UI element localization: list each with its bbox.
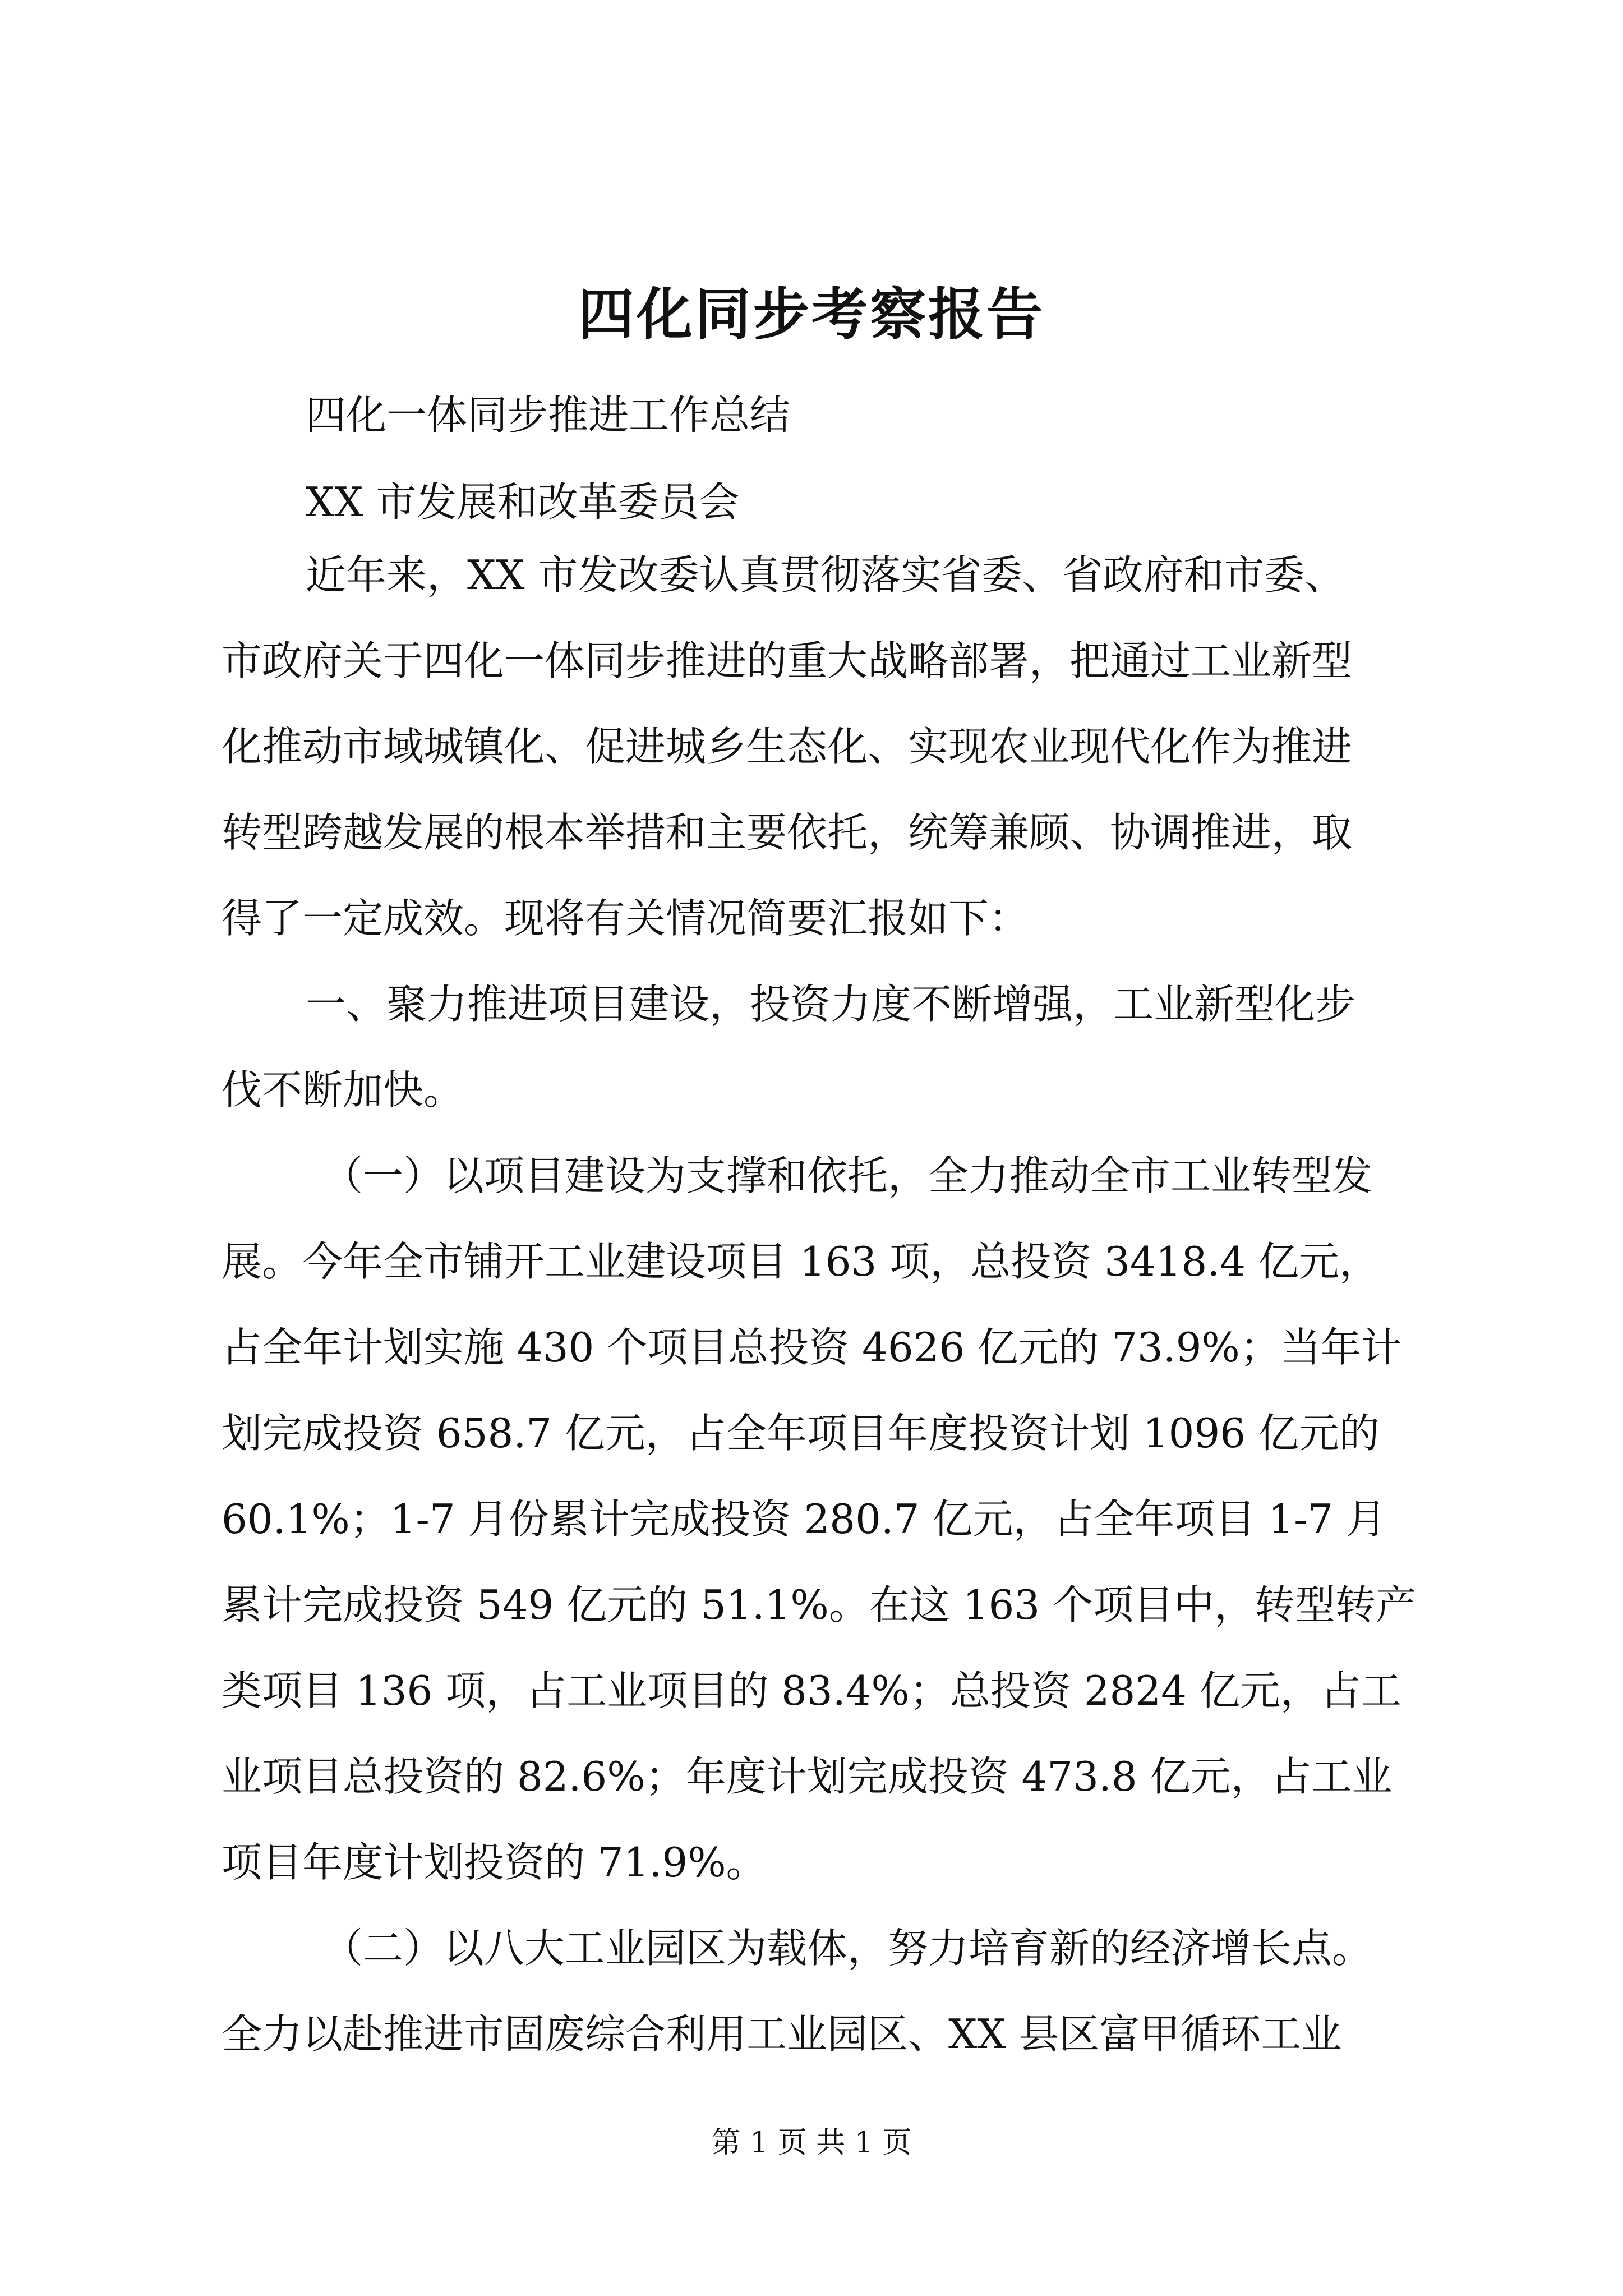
section-heading-line: 一、聚力推进项目建设，投资力度不断增强，工业新型化步	[306, 981, 1356, 1028]
paragraph-line: （一）以项目建设为支撑和依托，全力推动全市工业转型发	[322, 1152, 1373, 1199]
paragraph-line: 转型跨越发展的根本举措和主要依托，统筹兼顾、协调推进，取	[222, 809, 1353, 856]
paragraph-line: 累计完成投资 549 亿元的 51.1%。在这 163 个项目中，转型转产	[222, 1581, 1417, 1628]
paragraph-line: 全力以赴推进市固废综合利用工业园区、XX 县区富甲循环工业	[222, 2010, 1342, 2058]
paragraph-line: 市政府关于四化一体同步推进的重大战略部署，把通过工业新型	[222, 637, 1353, 684]
paragraph-line: 展。今年全市铺开工业建设项目 163 项，总投资 3418.4 亿元，	[222, 1238, 1380, 1285]
paragraph-line: 化推动市域城镇化、促进城乡生态化、实现农业现代化作为推进	[222, 723, 1353, 770]
page-footer: 第 1 页 共 1 页	[711, 2126, 912, 2160]
paragraph-line: （二）以八大工业园区为载体，努力培育新的经济增长点。	[322, 1925, 1373, 1972]
paragraph-line: 类项目 136 项，占工业项目的 83.4%；总投资 2824 亿元，占工	[222, 1667, 1401, 1714]
paragraph-line: 60.1%；1-7 月份累计完成投资 280.7 亿元，占全年项目 1-7 月	[222, 1496, 1387, 1543]
paragraph-line: 划完成投资 658.7 亿元，占全年项目年度投资计划 1096 亿元的	[222, 1410, 1380, 1457]
paragraph-line: 得了一定成效。现将有关情况简要汇报如下：	[222, 895, 1030, 942]
paragraph-line: 项目年度计划投资的 71.9%。	[222, 1839, 767, 1886]
paragraph-line: 业项目总投资的 82.6%；年度计划完成投资 473.8 亿元，占工业	[222, 1753, 1393, 1800]
paragraph-line: 近年来，XX 市发改委认真贯彻落实省委、省政府和市委、	[306, 551, 1345, 599]
organization-line: XX 市发展和改革委员会	[306, 478, 740, 526]
subtitle-line: 四化一体同步推进工作总结	[306, 392, 791, 439]
document-title: 四化同步考察报告	[578, 281, 1045, 347]
section-heading-line: 伐不断加快。	[222, 1066, 464, 1114]
paragraph-line: 占全年计划实施 430 个项目总投资 4626 亿元的 73.9%；当年计	[222, 1324, 1401, 1371]
